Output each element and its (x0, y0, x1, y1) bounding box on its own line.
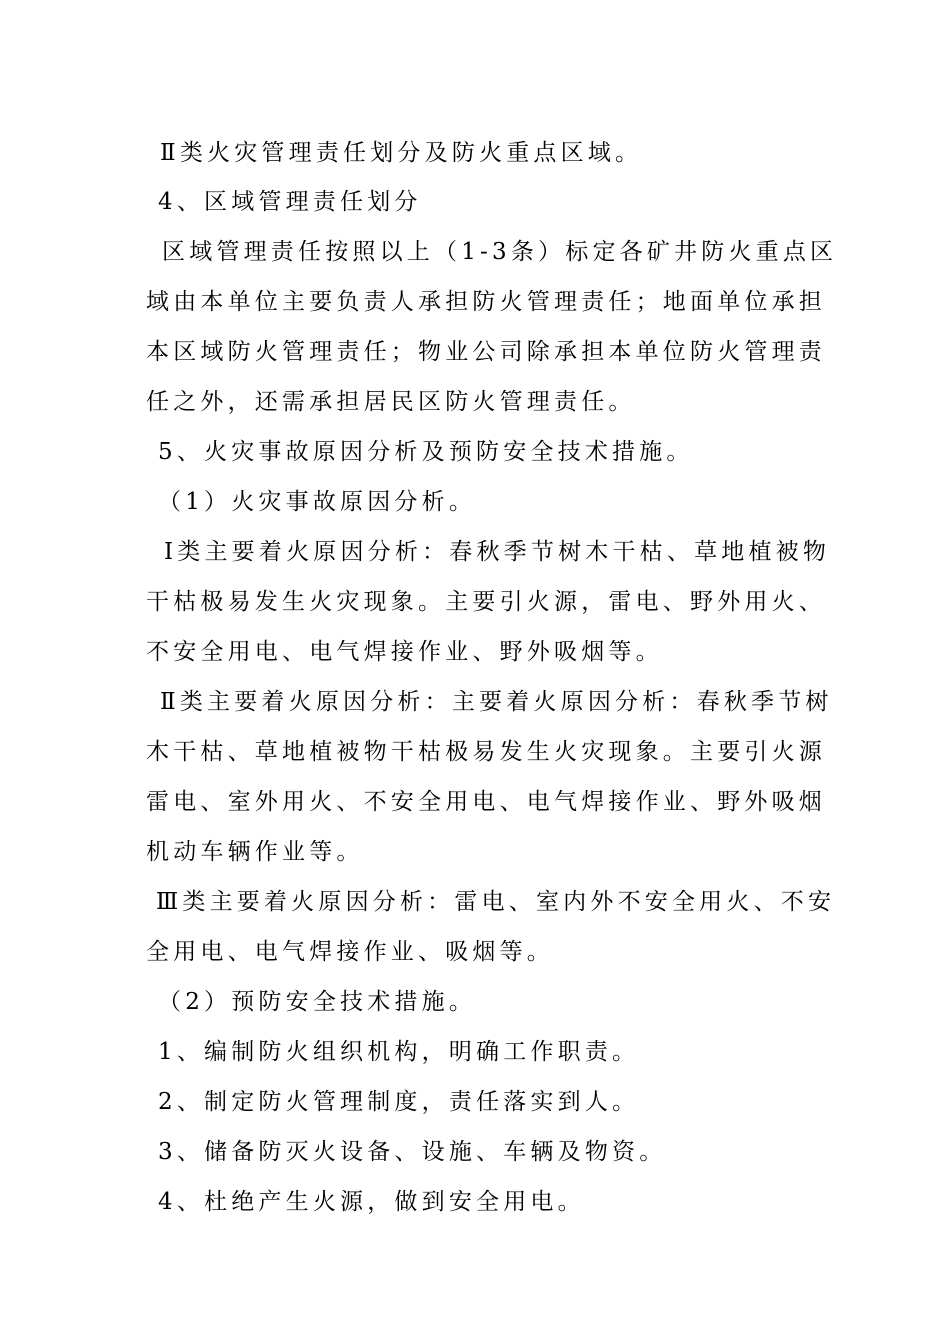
text-line: Ⅱ类火灾管理责任划分及防火重点区域。 (160, 140, 643, 166)
paragraph-line: Ⅲ类主要着火原因分析：雷电、室内外不安全用火、不安 (156, 889, 836, 915)
paragraph-line: 区域管理责任按照以上（1-3条）标定各矿井防火重点区 (162, 239, 838, 265)
paragraph-line: 不安全用电、电气焊接作业、野外吸烟等。 (146, 639, 663, 665)
paragraph-line: 雷电、室外用火、不安全用电、电气焊接作业、野外吸烟 (146, 789, 826, 815)
paragraph-line: Ⅱ类主要着火原因分析：主要着火原因分析：春秋季节树 (160, 689, 833, 715)
paragraph-line: 域由本单位主要负责人承担防火管理责任；地面单位承担 (146, 289, 826, 315)
list-item: 3、储备防灭火设备、设施、车辆及物资。 (158, 1139, 667, 1165)
paragraph-line: 任之外，还需承担居民区防火管理责任。 (146, 389, 636, 415)
paragraph-line: 机动车辆作业等。 (146, 839, 364, 865)
section-heading: 4、区域管理责任划分 (158, 189, 422, 215)
section-heading: 5、火灾事故原因分析及预防安全技术措施。 (158, 439, 694, 465)
list-item: 1、编制防火组织机构，明确工作职责。 (158, 1039, 640, 1065)
subsection-heading: （1）火灾事故原因分析。 (158, 489, 477, 515)
paragraph-line: 木干枯、草地植被物干枯极易发生火灾现象。主要引火源 (146, 739, 826, 765)
paragraph-line: 干枯极易发生火灾现象。主要引火源，雷电、野外用火、 (146, 589, 826, 615)
paragraph-line: Ⅰ类主要着火原因分析：春秋季节树木干枯、草地植被物 (164, 539, 831, 565)
paragraph-line: 本区域防火管理责任；物业公司除承担本单位防火管理责 (146, 339, 826, 365)
paragraph-line: 全用电、电气焊接作业、吸烟等。 (146, 939, 554, 965)
subsection-heading: （2）预防安全技术措施。 (158, 989, 477, 1015)
list-item: 4、杜绝产生火源，做到安全用电。 (158, 1189, 585, 1215)
list-item: 2、制定防火管理制度，责任落实到人。 (158, 1089, 640, 1115)
